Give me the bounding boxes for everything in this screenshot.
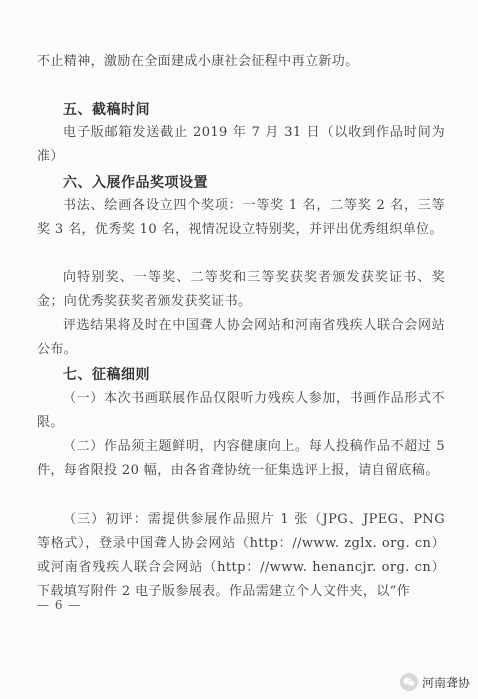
heading-rules: 七、征稿细则	[63, 367, 150, 383]
paragraph-rule-3: （三）初评：需提供参展作品照片 1 张（JPG、JPEG、PNG 等格式），登录中国聋人协会网站（http：//www. zglx. org. cn）或河南省残疾人联合会网站（http：//www. henancjr. org. cn）下载填写附件 2 电子版参展表。作品需建立个人文件夹，以”作	[37, 512, 445, 599]
heading-deadline: 五、截稿时间	[63, 102, 150, 118]
paragraph-results: 评选结果将及时在中国聋人协会网站和河南省残疾人联合会网站公布。	[37, 318, 445, 357]
paragraph-intro-end: 不止精神，激励在全面建成小康社会征程中再立新功。	[37, 54, 359, 69]
wechat-icon	[400, 673, 418, 691]
paragraph-rule-2: （二）作品须主题鲜明，内容健康向上。每人投稿作品不超过 5 件，每省限投 20 幅，由各省聋协统一征集选评上报，请自留底稿。	[37, 439, 445, 478]
paragraph-deadline: 电子版邮箱发送截止 2019 年 7 月 31 日（以收到作品时间为准）	[37, 125, 445, 164]
watermark-text: 河南聋协	[421, 675, 470, 690]
wechat-watermark	[400, 673, 470, 691]
heading-awards: 六、入展作品奖项设置	[63, 175, 208, 191]
paragraph-awards: 书法、绘画各设立四个奖项：一等奖 1 名，二等奖 2 名，三等奖 3 名，优秀奖 10 名，视情况设立特别奖，并评出优秀组织单位。	[37, 198, 445, 237]
paragraph-prizes: 向特别奖、一等奖、二等奖和三等奖获奖者颁发获奖证书、奖金；向优秀奖获奖者颁发获奖证书。	[37, 270, 445, 309]
paragraph-rule-1: （一）本次书画联展作品仅限听力残疾人参加，书画作品形式不限。	[37, 391, 445, 430]
page-number: — 6 —	[37, 598, 82, 612]
